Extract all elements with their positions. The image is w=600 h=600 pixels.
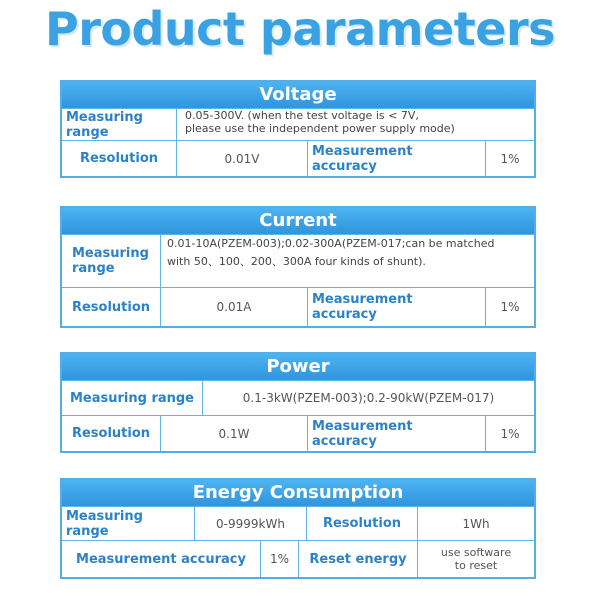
current-range-line-1: 0.01-10A(PZEM-003);0.02-300A(PZEM-017;can be matched <box>167 237 495 250</box>
power-accuracy-label: Measurement accuracy <box>307 416 485 451</box>
voltage-resolution-value: 0.01V <box>176 141 307 176</box>
energy-reset-value <box>417 541 534 577</box>
current-range-line-2: with 50、100、200、300A four kinds of shunt). <box>167 255 426 268</box>
voltage-range-line-2: please use the independent power supply mode) <box>185 122 455 135</box>
voltage-panel <box>60 80 536 178</box>
power-header: Power <box>62 354 534 380</box>
power-panel <box>60 352 536 453</box>
energy-accuracy-label: Measurement accuracy <box>76 551 246 567</box>
voltage-range-line-1: 0.05-300V. (when the test voltage is < 7V, <box>185 109 419 122</box>
power-resolution-row <box>62 415 534 451</box>
energy-header: Energy Consumption <box>62 480 534 506</box>
voltage-header: Voltage <box>62 82 534 108</box>
current-accuracy-label: Measurement accuracy <box>307 288 485 326</box>
energy-accuracy-row <box>62 540 534 577</box>
energy-resolution-label: Resolution <box>306 507 417 540</box>
current-panel <box>60 206 536 328</box>
current-range-label <box>62 235 160 287</box>
energy-range-label: Measuring range <box>66 508 143 539</box>
energy-panel <box>60 478 536 579</box>
energy-range-row <box>62 506 534 540</box>
page-title: Product parameters <box>44 2 556 56</box>
energy-reset-line-1: use software <box>440 546 512 559</box>
current-resolution-row <box>62 287 534 326</box>
voltage-resolution-row <box>62 140 534 176</box>
current-range-label-2: range <box>72 261 115 276</box>
energy-resolution-value: 1Wh <box>417 507 534 540</box>
current-range-label-1: Measuring <box>72 246 149 261</box>
energy-reset-label: Reset energy <box>298 541 417 577</box>
voltage-accuracy-value: 1% <box>485 141 534 176</box>
voltage-accuracy-label: Measurement accuracy <box>307 141 485 176</box>
current-resolution-label: Resolution <box>71 299 151 315</box>
voltage-range-value <box>176 109 534 140</box>
voltage-range-label: Measuring range <box>66 109 143 140</box>
current-range-value <box>160 235 534 287</box>
power-range-value: 0.1-3kW(PZEM-003);0.2-90kW(PZEM-017) <box>202 381 534 415</box>
power-range-row <box>62 380 534 415</box>
energy-reset-line-2: to reset <box>454 559 498 572</box>
current-range-row <box>62 234 534 287</box>
power-range-label: Measuring range <box>69 390 195 406</box>
power-resolution-value: 0.1W <box>160 416 307 451</box>
voltage-range-row <box>62 108 534 140</box>
power-resolution-label: Resolution <box>71 426 151 441</box>
power-accuracy-value: 1% <box>485 416 534 451</box>
current-accuracy-value: 1% <box>485 288 534 326</box>
energy-accuracy-value: 1% <box>260 541 298 577</box>
energy-range-value: 0-9999kWh <box>194 507 306 540</box>
current-resolution-value: 0.01A <box>160 288 307 326</box>
voltage-resolution-label: Resolution <box>79 151 159 166</box>
current-header: Current <box>62 208 534 234</box>
